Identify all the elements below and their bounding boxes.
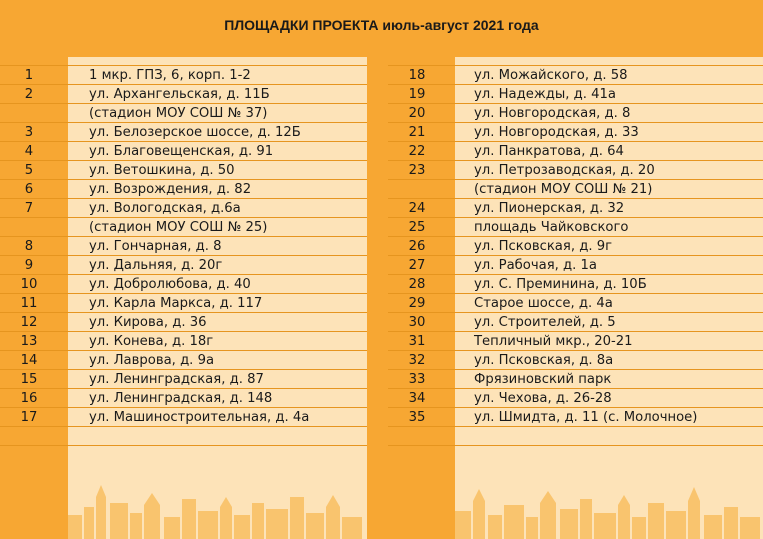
item-number: 31 (408, 334, 426, 349)
item-address: ул. Возрождения, д. 82 (89, 182, 252, 197)
item-address: ул. Машиностроительная, д. 4а (89, 410, 310, 425)
item-number: 17 (20, 410, 38, 425)
item-number: 20 (408, 106, 426, 121)
item-number: 23 (408, 163, 426, 178)
item-number: 18 (408, 68, 426, 83)
item-address: площадь Чайковского (474, 220, 629, 235)
item-address: ул. Псковская, д. 8а (474, 353, 614, 368)
item-number: 3 (24, 125, 34, 140)
item-address: ул. Надежды, д. 41а (474, 87, 617, 102)
item-address: 1 мкр. ГПЗ, 6, корп. 1-2 (89, 68, 251, 83)
item-address: ул. Дальняя, д. 20г (89, 258, 223, 273)
item-address: ул. Чехова, д. 26-28 (474, 391, 612, 406)
left-panel (0, 57, 367, 539)
item-number: 1 (24, 68, 34, 83)
item-address: ул. Петрозаводская, д. 20 (474, 163, 655, 178)
item-address: ул. Белозерское шоссе, д. 12Б (89, 125, 301, 140)
item-number: 33 (408, 372, 426, 387)
item-address: (стадион МОУ СОШ № 37) (89, 106, 268, 121)
item-address: ул. Лаврова, д. 9а (89, 353, 215, 368)
item-address: ул. Кирова, д. 36 (89, 315, 207, 330)
item-address: Фрязиновский парк (474, 372, 612, 387)
item-number: 27 (408, 258, 426, 273)
item-address: (стадион МОУ СОШ № 21) (474, 182, 653, 197)
item-address: ул. Конева, д. 18г (89, 334, 214, 349)
item-address: ул. Вологодская, д.6а (89, 201, 241, 216)
item-number: 26 (408, 239, 426, 254)
item-number: 12 (20, 315, 38, 330)
item-number: 25 (408, 220, 426, 235)
item-number: 29 (408, 296, 426, 311)
item-address: ул. Ветошкина, д. 50 (89, 163, 235, 178)
item-address: ул. Карла Маркса, д. 117 (89, 296, 263, 311)
item-address: ул. Панкратова, д. 64 (474, 144, 624, 159)
left-skyline-decoration (0, 477, 367, 539)
item-address: Старое шоссе, д. 4а (474, 296, 613, 311)
item-number: 9 (24, 258, 34, 273)
item-number: 13 (20, 334, 38, 349)
page-title: ПЛОЩАДКИ ПРОЕКТА июль-август 2021 года (224, 17, 539, 33)
item-number: 15 (20, 372, 38, 387)
item-number: 6 (24, 182, 34, 197)
item-address: ул. Архангельская, д. 11Б (89, 87, 270, 102)
item-address: ул. Добролюбова, д. 40 (89, 277, 251, 292)
right-skyline-decoration (388, 477, 763, 539)
item-number: 19 (408, 87, 426, 102)
item-number: 14 (20, 353, 38, 368)
item-address: ул. Новгородская, д. 33 (474, 125, 639, 140)
item-number: 32 (408, 353, 426, 368)
item-address: ул. Псковская, д. 9г (474, 239, 613, 254)
item-address: (стадион МОУ СОШ № 25) (89, 220, 268, 235)
item-address: ул. Строителей, д. 5 (474, 315, 616, 330)
item-address: Тепличный мкр., 20-21 (474, 334, 633, 349)
item-number: 4 (24, 144, 34, 159)
item-address: ул. Шмидта, д. 11 (с. Молочное) (474, 410, 698, 425)
item-number: 7 (24, 201, 34, 216)
item-number: 11 (20, 296, 38, 311)
item-number: 28 (408, 277, 426, 292)
item-number: 22 (408, 144, 426, 159)
item-address: ул. Пионерская, д. 32 (474, 201, 625, 216)
item-address: ул. Ленинградская, д. 87 (89, 372, 264, 387)
item-number: 2 (24, 87, 34, 102)
item-number: 35 (408, 410, 426, 425)
item-address: ул. Ленинградская, д. 148 (89, 391, 273, 406)
item-number: 30 (408, 315, 426, 330)
item-number: 10 (20, 277, 38, 292)
item-number: 16 (20, 391, 38, 406)
row-divider (388, 445, 763, 446)
item-number: 8 (24, 239, 34, 254)
item-number: 24 (408, 201, 426, 216)
item-number: 21 (408, 125, 426, 140)
item-address: ул. Благовещенская, д. 91 (89, 144, 274, 159)
row-divider (0, 445, 367, 446)
right-panel (388, 57, 763, 539)
item-number: 34 (408, 391, 426, 406)
item-number: 5 (24, 163, 34, 178)
item-address: ул. С. Преминина, д. 10Б (474, 277, 647, 292)
item-address: ул. Гончарная, д. 8 (89, 239, 222, 254)
item-address: ул. Можайского, д. 58 (474, 68, 628, 83)
item-address: ул. Новгородская, д. 8 (474, 106, 631, 121)
item-address: ул. Рабочая, д. 1а (474, 258, 598, 273)
